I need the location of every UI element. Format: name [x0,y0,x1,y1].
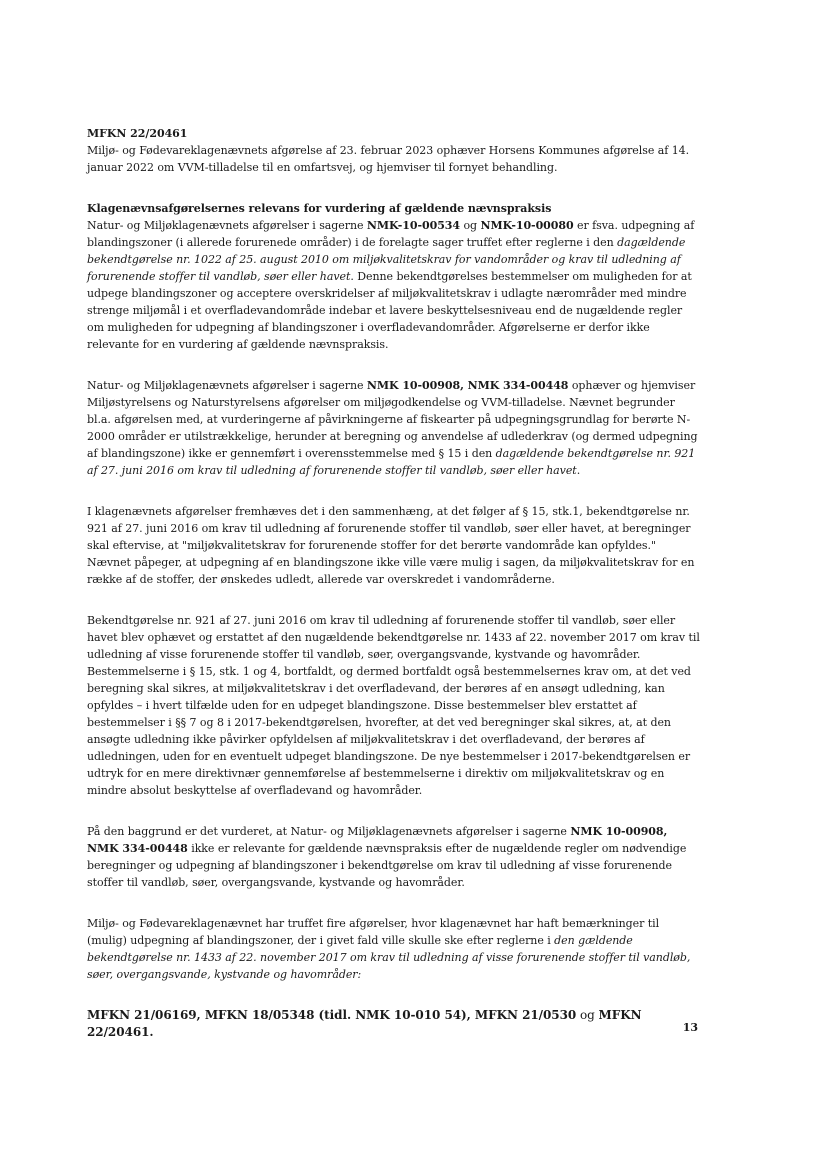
p1-regulation-title: dagældende bekendtgørelse nr. 1022 af 25. august 2010 om miljøkvalitetskrav for vandområder og krav til udledning af forurenende stoffer til vandløb, søer eller havet [87,236,686,283]
section-heading: Klagenævnsafgørelsernes relevans for vurdering af gældende nævnspraksis [87,202,552,215]
p5-case-refs: NMK 10-00908, NMK 334-00448 [87,825,668,855]
paragraph-6 [87,915,702,983]
p2-text-3: . [576,464,581,477]
paragraph-5 [87,823,702,891]
case-list-refs: MFKN 21/06169, MFKN 18/05348 (tidl. NMK 10-010 54), MFKN 21/0530 [87,1008,577,1022]
p5-text-1: På den baggrund er det vurderet, at Natur- og Miljøklagenævnets afgørelser i sagerne [87,825,571,838]
p1-text-2: og [460,219,481,232]
p1-text-3: er fsva. udpegning af blandingszoner (i allerede forurenede områder) i de forelagte sager truffet efter reglerne i den [87,219,695,249]
p1-case-ref-1: NMK-10-00534 [366,219,461,232]
section-paragraph-1 [87,200,702,353]
p6-regulation-title: den gældende bekendtgørelse nr. 1433 af 22. november 2017 om krav til udledning af visse forurenende stoffer til vandløb, søer, overgangsvande, kystvande og havområder: [87,934,691,981]
document-body [87,125,702,1041]
p1-case-ref-2: NMK-10-00080 [480,219,574,232]
p1-text-4: . Denne bekendtgørelses bestemmelser om muligheden for at udpege blandingszoner og acceptere overskridelser af miljøkvalitetskrav i udlagte nærområder med mindre strenge miljømål i et overfladevandområde indebar et lavere beskyttelsesniveau end de nugældende regler om muligheden for udpegning af blandingszoner i overfladevandområder. Afgørelserne er derfor ikke relevante for en vurdering af gældende nævnspraksis. [87,270,692,351]
case-list [87,1007,702,1041]
case-list-conjunction: og [576,1008,599,1022]
p5-text-2: ikke er relevante for gældende nævnspraksis efter de nugældende regler om nødvendige beregninger og udpegning af blandingszoner i bekendtgørelse om krav til udledning af visse forurenende stoffer til vandløb, søer, overgangsvande, kystvande og havområder. [87,842,687,889]
case-list-last-ref: MFKN 22/20461. [87,1008,642,1039]
case-block [87,125,702,176]
p2-regulation-title: dagældende bekendtgørelse nr. 921 af 27. juni 2016 om krav til udledning af forurenende stoffer til vandløb, søer eller havet [87,447,696,477]
p2-text-1: Natur- og Miljøklagenævnets afgørelser i sagerne [87,379,367,392]
p2-text-2: ophæver og hjemviser Miljøstyrelsens og Naturstyrelsens afgørelser om miljøgodkendelse og VVM-tilladelse. Nævnet begrunder bl.a. afgørelsen med, at vurderingerne af påvirkningerne af fiskearter på udpegningsgrundlag for berørte N-2000 områder er utilstrækkelige, herunder at beregning og anvendelse af udlederkrav (og dermed udpegning af blandingszone) ikke er gennemført i overensstemmelse med § 15 i den [87,379,698,460]
p1-text-1: Natur- og Miljøklagenævnets afgørelser i sagerne [87,219,367,232]
paragraph-2 [87,377,702,479]
page-number: 13 [682,1021,698,1034]
case-heading: MFKN 22/20461 [87,127,188,140]
case-summary: Miljø- og Fødevareklagenævnets afgørelse af 23. februar 2023 ophæver Horsens Kommunes afgørelse af 14. januar 2022 om VVM-tilladelse til en omfartsvej, og hjemviser til fornyet behandling. [87,144,690,174]
paragraph-3: I klagenævnets afgørelser fremhæves det i den sammenhæng, at det følger af § 15, stk.1, bekendtgørelse nr. 921 af 27. juni 2016 om krav til udledning af forurenende stoffer til vandløb, søer eller havet, at beregninger skal eftervise, at "miljøkvalitetskrav for forurenende stoffer for det berørte vandområde kan opfyldes." Nævnet påpeger, at udpegning af en blandingszone ikke ville være mulig i sagen, da miljøkvalitetskrav for en række af de stoffer, der ønskedes udledt, allerede var overskredet i vandområderne. [87,505,695,586]
p6-text-1: Miljø- og Fødevareklagenævnet har truffet fire afgørelser, hvor klagenævnet har haft bemærkninger til (mulig) udpegning af blandingszoner, der i givet fald ville skulle ske efter reglerne i [87,917,660,947]
paragraph-4: Bekendtgørelse nr. 921 af 27. juni 2016 om krav til udledning af forurenende stoffer til vandløb, søer eller havet blev ophævet og erstattet af den nugældende bekendtgørelse nr. 1433 af 22. november 2017 om krav til udledning af visse forurenende stoffer til vandløb, søer, overgangsvande, kystvande og havområder. Bestemmelserne i § 15, stk. 1 og 4, bortfaldt, og dermed bortfaldt også bestemmelsernes krav om, at det ved beregning skal sikres, at miljøkvalitetskrav i det overfladevand, der berøres af en ansøgt udledning, kan opfyldes – i hvert tilfælde uden for en udpeget blandingszone. Disse bestemmelser blev erstattet af bestemmelser i §§ 7 og 8 i 2017-bekendtgørelsen, hvorefter, at det ved beregninger skal sikres, at, at den ansøgte udledning ikke påvirker opfyldelsen af miljøkvalitetskrav i det overfladevand, der berøres af udledningen, uden for en eventuelt udpeget blandingszone. De nye bestemmelser i 2017-bekendtgørelsen er udtryk for en mere direktivnær gennemførelse af bestemmelserne i direktiv om miljøkvalitetskrav og en mindre absolut beskyttelse af overfladevand og havområder. [87,614,700,797]
p2-case-refs: NMK 10-00908, NMK 334-00448 [366,379,569,392]
